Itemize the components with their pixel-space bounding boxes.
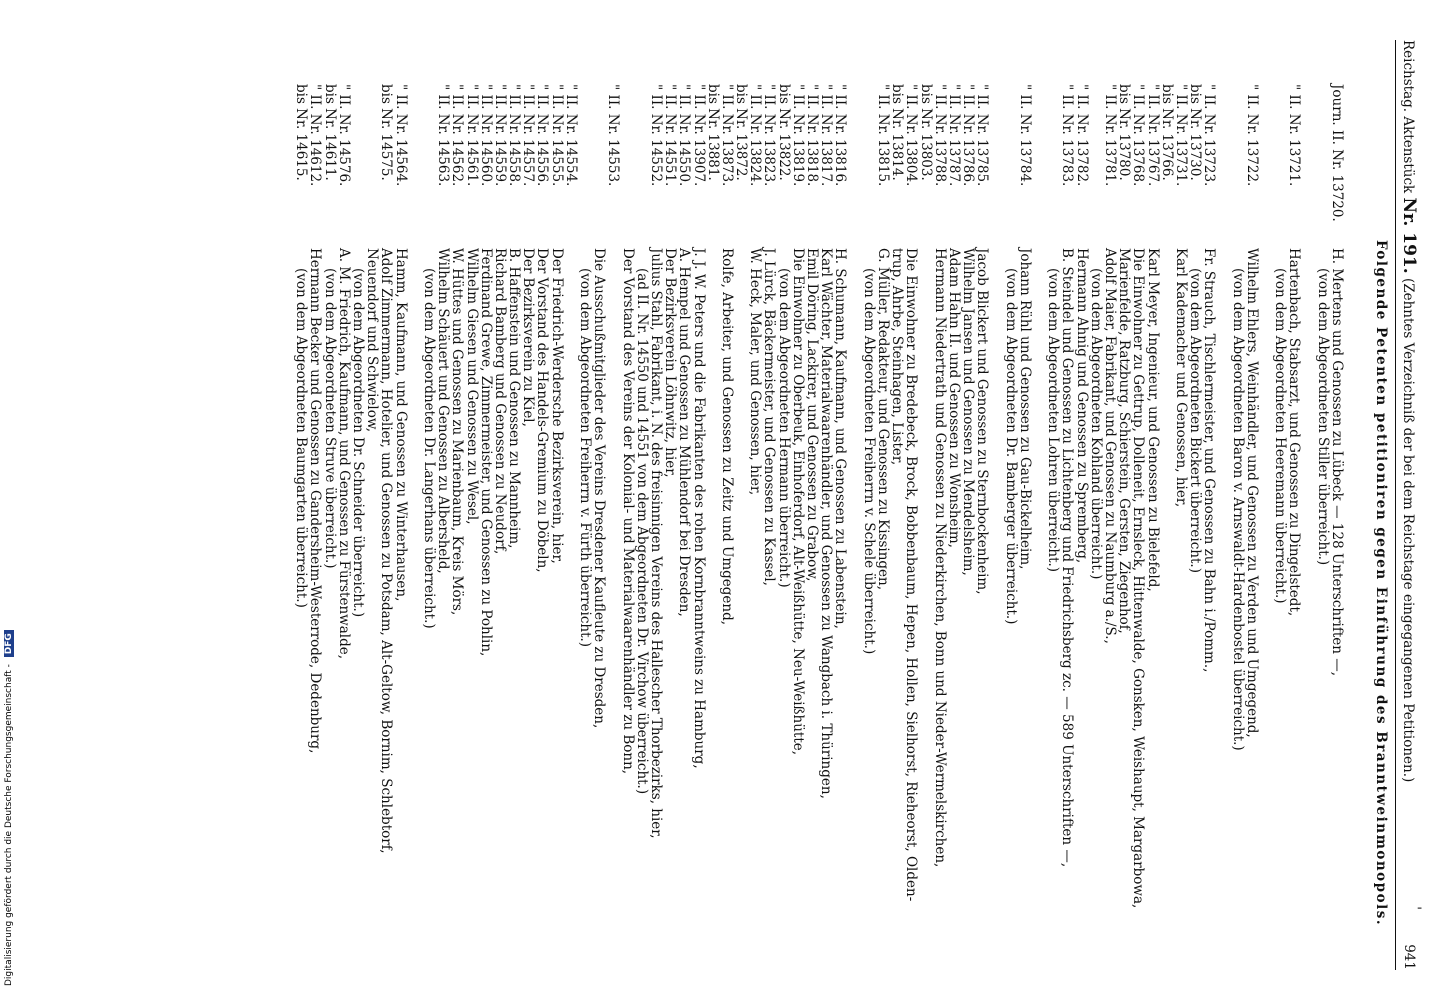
petitioner-column [294,248,1344,988]
journal-number-line: bis Nr. 13814. [889,84,906,181]
petitioner-line [989,248,1003,988]
journal-number-line [365,84,379,244]
journal-number-line [408,84,422,244]
section-title: Folgende Petenten petitioniren gegen Einführung des Branntweinmonopols. [1373,240,1389,927]
petitioner-line [706,248,720,988]
journal-number-line [1046,84,1060,244]
digitization-credit [4,630,14,986]
journal-number-line: " II. Nr. 14551. [662,84,679,187]
petitioner-line: (von dem Abgeordneten Heeremann überreicht.) [1272,268,1289,604]
petitioner-line: Hamm, Kaufmann, und Genossen zu Winterhausen, [392,248,409,602]
journal-number-line [1273,84,1287,244]
journal-number-line: " II. Nr. 13783. [1059,84,1076,187]
petitioner-line: (von dem Abgeordneten Freiherrn v. Fürth überreicht.) [577,268,594,648]
petitioner-line: Die Einwohner zu Gettrup, Dolleneit, Ernsleck, Hittenwalde, Gonsken, Weishaupt, Margarbowa, [1130,248,1147,909]
journal-number-line: " II. Nr. 14576. [335,84,352,187]
petitioner-line: Der Vorstand des Handels-Gremium zu Döbeln, [534,248,551,573]
journal-number-line: " II. Nr. 13782. [1073,84,1090,187]
petitioner-line: H. Mertens und Genossen zu Lübeck — 128 Unterschriften —, [1329,248,1345,677]
journal-number-line: " II. Nr. 13818. [804,84,821,187]
dfg-logo: DFG [4,630,14,657]
petitioner-line: Johann Rühl und Genossen zu Gau-Bickelheim, [1016,248,1033,570]
journal-number-line: " II. Nr. 13722. [1243,84,1260,187]
journal-number-line: " II. Nr. 14560. [477,84,494,187]
petitioner-line [1160,248,1174,988]
journal-number-line [862,84,876,244]
petitioner-line [408,248,422,988]
petitioner-line: Der Vorstand des Vereins der Kolonial- und Materialwaarenhändler zu Bonn, [619,248,636,775]
petitioner-line: Julius Stahl, Fabrikant, i. N. des freisinnigen Vereins des Hallescher Thorbezirks, hier, [648,248,664,839]
petitioner-line: (von dem Abgeordneten Lohren überreicht.) [1045,268,1062,573]
petitioner-line: Der Friedrich-Werdersche Bezirksverein, hier, [548,248,565,564]
petitioner-line: J. Lürck, Bäckermeister, und Genossen zu Kassel, [761,248,778,586]
petitioner-line: A. Hempel und Genossen zu Mühlendorf bei Dresden, [676,248,693,617]
journal-number-line: bis Nr. 14615. [293,84,310,181]
petitioner-line: (ad II. Nr. 14550 und 14551 von dem Abgeordneten Dr. Virchow überreicht.) [633,268,650,795]
journal-number-line [1316,84,1330,244]
journal-number-line: " II. Nr. 13768. [1130,84,1147,187]
petitioner-line: Der Bezirksverein zu Kiel, [520,248,537,427]
petitioner-line [606,248,620,988]
journal-number-line: " II. Nr. 14554. [562,84,579,187]
petitioner-line: Adam Hahn II. und Genossen zu Wonsheim, [945,248,962,548]
petitioner-line: trup, Ahrbe, Steinhagen, Lister, [889,248,906,466]
page-number: 941 [1401,944,1417,970]
journal-number-line: " II. Nr. 13767. [1144,84,1161,187]
petitioner-line: W. Hüttes und Genossen zu Marienbaum, Kreis Mörs, [449,248,466,616]
journal-number-line: " II. Nr. 14555. [548,84,565,187]
journal-number-line [635,84,649,244]
journal-number-line: " II. Nr. 14553. [605,84,622,187]
petitioner-line [1216,248,1230,988]
header-mark: ' [1407,906,1423,910]
journal-number-line: " II. Nr. 14556. [534,84,551,187]
journal-number-line: " II. Nr. 14550. [676,84,693,187]
petitioner-line: Adolf Zimmermann, Hotelier, und Genossen zu Potsdam, Alt-Geltow, Bornim, Schlebtorf, [378,248,395,854]
journal-number-line: " II. Nr. 13781. [1102,84,1118,187]
journal-number-line: " II. Nr. 13723. [1201,84,1218,187]
petitioner-line: Jacob Blickert und Genossen zu Sternbockenheim, [974,248,991,595]
running-header [1395,40,1423,970]
journal-number-line [1032,84,1046,244]
petitioner-line: Wilhelm Schäuert und Genossen zu Albersheld, [435,248,452,574]
journal-number-line: " II. Nr. 13873. [718,84,735,187]
petitioner-line: Karl Kademacher und Genossen, hier, [1172,248,1189,508]
journal-number-line: " II. Nr. 13819. [789,84,806,187]
journal-number-line [1231,84,1245,244]
journal-number-line: " II. Nr. 13784. [1016,84,1033,187]
petitioner-line: Karl Meyer, Ingenieur, und Genossen zu Bielefeld, [1144,248,1161,592]
petitioner-line: Der Bezirksverein Löhnwitz, hier, [662,248,679,478]
petitioner-line: Wilhelm Ehlers, Weinhändler, und Genossen zu Verden und Umgegend, [1243,248,1260,738]
journal-number-line [578,84,592,244]
petitioner-line [847,248,861,988]
petitioner-line: (von dem Abgeordneten Dr. Bamberger überreicht.) [1002,268,1019,625]
journal-number-line: bis Nr. 13872. [733,84,750,181]
running-title: Reichstag. Aktenstück [1400,40,1416,194]
petitioner-line [1032,248,1046,988]
journal-number-line: bis Nr. 13780. [1116,84,1133,181]
journal-number-line: " II. Nr. 14558. [506,84,523,187]
document-number: Nr. 191. [1399,197,1419,274]
journal-number-line: " II. Nr. 13816. [832,84,849,187]
journal-number-line [847,84,861,244]
petitioner-line: (von dem Abgeordneten Kohland überreicht.) [1087,268,1104,580]
petitioner-line: B. Haffenstein und Genossen zu Mannheim, [506,248,523,549]
journal-number-line: bis Nr. 14611. [321,84,338,181]
journal-number-line [1004,84,1018,244]
journal-number-line: " II. Nr. 13907. [690,84,707,187]
petitioner-line: W. Heck, Maler, und Genossen, hier, [747,248,764,496]
petitioner-line: Wilhelm Giesen und Genossen zu Wesel, [463,248,480,525]
journal-number-line: bis Nr. 13822. [775,84,792,181]
header-left [1399,40,1419,783]
journal-number-line: " II. Nr. 14561. [463,84,480,187]
journal-number-line: " II. Nr. 14563. [435,84,452,187]
petitioner-line: Marienfelde, Ratzburg, Schierstein, Gersten, Ziegenhof, [1116,248,1133,634]
petitioner-line: Die Einwohner zu Oberbeuk, Einhoferdorf, Alt-Weißhütte, Neu-Weißhütte, [789,248,806,756]
journal-number-line: " II. Nr. 13815. [875,84,891,187]
journal-number-line: " II. Nr. 14612. [307,84,324,187]
journal-number-line: " II. Nr. 14557. [520,84,537,187]
petitioner-line: Hermann Ahnig und Genossen zu Spremberg, [1073,248,1090,564]
journal-number-line: " II. Nr. 13785. [974,84,991,187]
journal-number-line [1301,84,1315,244]
petitioner-line: (von dem Abgeordneten Dr. Langerhans überreicht.) [421,268,437,629]
petitioner-line: (von dem Abgeordneten Freiherrn v. Schele überreicht.) [860,268,877,655]
petitioner-line: (von dem Abgeordneten Stiller überreicht.) [1314,268,1331,566]
petitioner-line: Richard Bamberg und Genossen zu Neudorf, [491,248,508,555]
journal-number-line [620,84,634,244]
petitioner-line: Ferdinand Grewe, Zimmermeister, und Genossen zu Pohlin, [477,248,494,657]
petitioner-line: Die Einwohner zu Bredebeck, Brock, Bobbenbaum, Hepen, Hollen, Sielhorst, Rieheorst, Olden- [903,248,920,902]
journal-number-line [351,84,365,244]
journal-number-line: bis Nr. 13803. [917,84,934,181]
petitioner-line: Emil Döring, Lackirer, und Genossen zu Grabow, [804,248,821,582]
petitioner-line: G. Müller, Redakteur, und Genossen zu Kissingen, [875,248,891,591]
journal-number-line: " II. Nr. 13786. [960,84,977,187]
journal-number-line: bis Nr. 13730. [1187,84,1204,181]
petitioner-line: H. Schumann, Kaufmann, und Genossen zu Labenstein, [832,248,849,629]
journal-number-line: " II. Nr. 14552. [648,84,664,187]
journal-number-line [422,84,436,244]
petitioner-line: Fr. Strauch, Tischlermeister, und Genossen zu Bahn i./Pomm., [1201,248,1218,673]
digitization-text: Digitalisierung gefördert durch die Deutsche Forschungsgemeinschaft - [4,664,14,986]
petitioner-line: J. J. W. Peters und die Fabrikanten des rohen Kornbranntweins zu Hamburg, [690,248,707,769]
petitioner-line [1259,248,1273,988]
petitioner-line: (von dem Abgeordneten Baron v. Arnswaldt-Hardenbostel überreicht.) [1229,268,1246,751]
petitioner-line: Rolfe, Arbeiter, und Genossen zu Zeitz und Umgegend, [718,248,735,626]
journal-number-line [989,84,1003,244]
journal-number-line: " II. Nr. 14564. [392,84,409,187]
petitioner-line: (von dem Abgeordneten Baumgarten überreicht.) [293,268,310,608]
petitioner-line: Die Ausschußmitglieder des Vereins Dresdener Kaufleute zu Dresden, [591,248,608,729]
petitioner-line: B. Steindel und Genossen zu Lichtenberg und Friedrichsberg zc. — 589 Unterschriften —, [1059,248,1076,868]
petitioner-line: A. M. Friedrich, Kaufmann, und Genossen zu Fürstenwalde, [335,248,352,660]
journal-number-line: " II. Nr. 13804. [903,84,920,187]
petitioner-line: (von dem Abgeordneten Struve überreicht.) [321,268,338,569]
petitioner-line: (von dem Abgeordneten Dr. Schneider überreicht.) [350,268,367,618]
petitioner-line: Hartenbach, Stabsarzt, und Genossen zu Dingelstedt, [1286,248,1303,617]
journal-number-line: " II. Nr. 13817. [818,84,835,187]
journal-number-line [1216,84,1230,244]
journal-number-line: bis Nr. 13766. [1158,84,1175,181]
petitioner-line: Adolf Maier, Fabrikant, und Genossen zu Naumburg a./S., [1102,248,1118,644]
journal-number-line [1259,84,1273,244]
header-subtitle: (Zehntes Verzeichniß der bei dem Reichstage eingegangenen Petitionen.) [1400,277,1416,783]
petitioner-line: Hermann Becker und Genossen zu Gandersheim-Westerrode, Dedenburg, [307,248,324,754]
petitioner-line: Neuendorf und Schwielow, [364,248,381,433]
journal-number-line: " II. Nr. 14559. [491,84,508,187]
petitioner-line [734,248,748,988]
petitioner-line: Karl Wächter, Materialwaarenhändler, und Genossen zu Wangbach i. Thüringen, [818,248,835,799]
journal-number-column [294,84,1344,244]
journal-number-line [592,84,606,244]
journal-number-line: " II. Nr. 13787. [945,84,962,187]
journal-number-line: Journ. II. Nr. 13720. [1329,84,1345,222]
petitioner-line: Wilhelm Jansen und Genossen zu Mendelsheim, [960,248,977,576]
journal-number-line: " II. Nr. 13824. [747,84,764,187]
journal-number-line: " II. Nr. 14562. [449,84,466,187]
petitioner-line [1301,248,1315,988]
journal-number-line: " II. Nr. 13731. [1172,84,1189,187]
petitioner-line: (von dem Abgeordneten Hermann überreicht.) [775,268,792,588]
petitioner-line: Hermann Niedertrath und Genossen zu Niederkirchen, Bonn und Nieder-Wermelskirchen, [931,248,948,868]
petitioner-line: (von dem Abgeordneten Bickert überreicht.) [1187,268,1204,573]
petitioner-line [564,248,578,988]
journal-number-line: " II. Nr. 13721. [1286,84,1303,187]
journal-number-line: bis Nr. 14575. [378,84,395,181]
journal-number-line: " II. Nr. 13823. [761,84,778,187]
petitioner-line [918,248,932,988]
journal-number-line: " II. Nr. 13788. [931,84,948,187]
journal-number-line: bis Nr. 13881. [704,84,721,181]
journal-number-line [1089,84,1103,244]
